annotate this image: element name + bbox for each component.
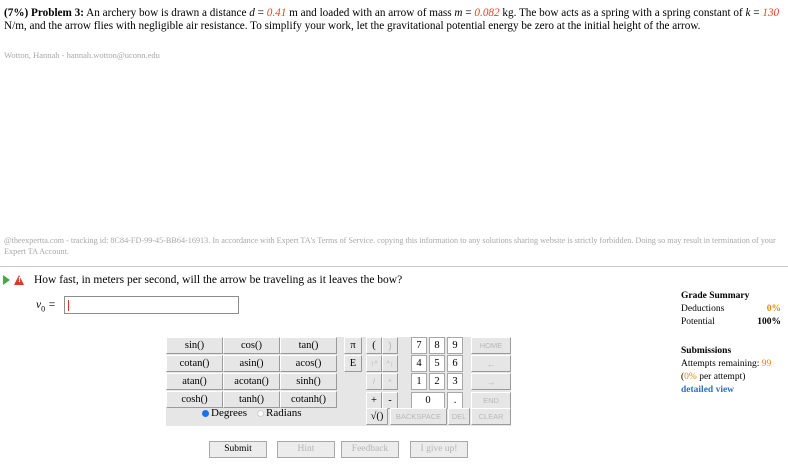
play-triangle-icon[interactable] bbox=[3, 275, 10, 285]
deductions-row bbox=[681, 303, 781, 316]
key-up-caret[interactable]: ↑^ bbox=[366, 355, 382, 372]
key-divide[interactable]: / bbox=[366, 373, 382, 390]
key-acos[interactable]: acos() bbox=[280, 355, 337, 372]
potential-row bbox=[681, 316, 781, 329]
key-tanh[interactable]: tanh() bbox=[223, 391, 280, 408]
key-del[interactable]: DEL bbox=[448, 408, 470, 425]
key-4[interactable]: 4 bbox=[411, 355, 427, 372]
key-caret-down[interactable]: ^↓ bbox=[382, 355, 398, 372]
key-1[interactable]: 1 bbox=[411, 373, 427, 390]
key-cotan[interactable]: cotan() bbox=[166, 355, 223, 372]
degrees-label: Degrees bbox=[211, 407, 248, 419]
divider bbox=[0, 266, 788, 267]
var-k: k bbox=[745, 7, 751, 19]
key-plus[interactable]: + bbox=[366, 392, 382, 409]
key-left-arrow[interactable]: ← bbox=[471, 355, 511, 372]
attempts-remaining bbox=[681, 358, 787, 371]
key-5[interactable]: 5 bbox=[429, 355, 445, 372]
attempts-value: 99 bbox=[761, 359, 772, 369]
key-9[interactable]: 9 bbox=[447, 337, 463, 354]
key-asin[interactable]: asin() bbox=[223, 355, 280, 372]
key-cos[interactable]: cos() bbox=[223, 337, 280, 354]
tracking-notice: @theexpertta.com - tracking id: 8C84-FD-99-45-BB64-16913. In accordance with Expert TA's Terms of Service. copying this information to any solutions sharing website is strictly forbidden. Doing so may result in termination of your Expert TA Account. bbox=[4, 236, 776, 256]
deductions-value: 0% bbox=[766, 304, 781, 314]
key-3[interactable]: 3 bbox=[447, 373, 463, 390]
key-tan[interactable]: tan() bbox=[280, 337, 337, 354]
question-row bbox=[3, 274, 402, 286]
grade-summary-title: Grade Summary bbox=[681, 291, 750, 301]
eq-m: = bbox=[465, 7, 472, 19]
var-d: d bbox=[249, 7, 255, 19]
submissions-panel bbox=[681, 345, 787, 397]
given-m: 0.082 bbox=[474, 7, 500, 19]
key-backspace[interactable]: BACKSPACE bbox=[390, 408, 447, 425]
answer-variable bbox=[36, 299, 56, 313]
key-right-paren[interactable]: ) bbox=[382, 337, 398, 354]
question-text: How fast, in meters per second, will the arrow be traveling as it leaves the bow? bbox=[34, 274, 403, 286]
answer-input[interactable] bbox=[64, 296, 239, 314]
key-2[interactable]: 2 bbox=[429, 373, 445, 390]
key-clear[interactable]: CLEAR bbox=[471, 408, 511, 425]
key-acotan[interactable]: acotan() bbox=[223, 373, 280, 390]
problem-text-1: An archery bow is drawn a distance bbox=[86, 7, 247, 19]
radians-label: Radians bbox=[266, 407, 302, 419]
radio-radians[interactable] bbox=[257, 410, 264, 417]
key-multiply[interactable]: * bbox=[382, 373, 398, 390]
key-sinh[interactable]: sinh() bbox=[280, 373, 337, 390]
answer-var-symbol: v bbox=[36, 299, 42, 311]
eq-d: = bbox=[257, 7, 264, 19]
angle-mode bbox=[202, 407, 302, 419]
text-caret bbox=[68, 300, 69, 311]
per-attempt-label: per attempt) bbox=[699, 372, 746, 382]
problem-text-2: m and loaded with an arrow of mass bbox=[289, 7, 452, 19]
feedback-button[interactable]: Feedback bbox=[341, 441, 399, 458]
answer-equals: = bbox=[45, 299, 56, 311]
attempts-label: Attempts remaining: bbox=[681, 359, 760, 369]
key-cosh[interactable]: cosh() bbox=[166, 391, 223, 408]
detailed-view-link[interactable]: detailed view bbox=[681, 385, 735, 395]
key-left-paren[interactable]: ( bbox=[366, 337, 382, 354]
warning-icon: ! bbox=[14, 275, 25, 285]
key-8[interactable]: 8 bbox=[429, 337, 445, 354]
key-minus[interactable]: - bbox=[382, 392, 398, 409]
key-e[interactable]: E bbox=[344, 355, 362, 372]
give-up-button[interactable]: I give up! bbox=[410, 441, 468, 458]
key-end[interactable]: END bbox=[471, 392, 511, 409]
key-sqrt[interactable]: √() bbox=[366, 408, 388, 425]
key-home[interactable]: HOME bbox=[471, 337, 511, 354]
problem-label: Problem 3: bbox=[31, 7, 84, 19]
per-attempt bbox=[681, 371, 787, 384]
problem-weight: (7%) bbox=[4, 7, 29, 19]
calculator-keypad bbox=[166, 337, 511, 426]
problem-text-4: N/m, and the arrow flies with negligible air resistance. To simplify your work, let the gravitational potential energy be zero at the initial height of the arrow. bbox=[4, 20, 701, 32]
key-cotanh[interactable]: cotanh() bbox=[280, 391, 337, 408]
problem-statement bbox=[4, 7, 784, 33]
eq-k: = bbox=[753, 7, 760, 19]
key-7[interactable]: 7 bbox=[411, 337, 427, 354]
given-d: 0.41 bbox=[266, 7, 287, 19]
key-atan[interactable]: atan() bbox=[166, 373, 223, 390]
deductions-label: Deductions bbox=[681, 304, 725, 314]
problem-text-3: kg. The bow acts as a spring with a spring constant of bbox=[502, 7, 743, 19]
potential-value: 100% bbox=[757, 317, 781, 327]
key-sin[interactable]: sin() bbox=[166, 337, 223, 354]
var-m: m bbox=[454, 7, 463, 19]
per-attempt-value: 0% bbox=[684, 372, 697, 382]
key-0[interactable]: 0 bbox=[411, 392, 445, 409]
potential-label: Potential bbox=[681, 317, 715, 327]
given-k: 130 bbox=[762, 7, 780, 19]
key-right-arrow[interactable]: → bbox=[471, 373, 511, 390]
answer-var-subscript: 0 bbox=[41, 304, 46, 314]
hint-button[interactable]: Hint bbox=[277, 441, 335, 458]
radio-degrees[interactable] bbox=[202, 410, 209, 417]
per-attempt-open: ( bbox=[681, 372, 685, 382]
key-6[interactable]: 6 bbox=[447, 355, 463, 372]
grade-summary bbox=[681, 290, 781, 329]
submissions-title: Submissions bbox=[681, 346, 732, 356]
submit-button[interactable]: Submit bbox=[209, 441, 267, 458]
key-pi[interactable]: π bbox=[344, 337, 362, 354]
key-decimal[interactable]: . bbox=[447, 392, 463, 409]
author-info: Wotton, Hannah - hannah.wotton@uconn.edu bbox=[4, 50, 160, 60]
